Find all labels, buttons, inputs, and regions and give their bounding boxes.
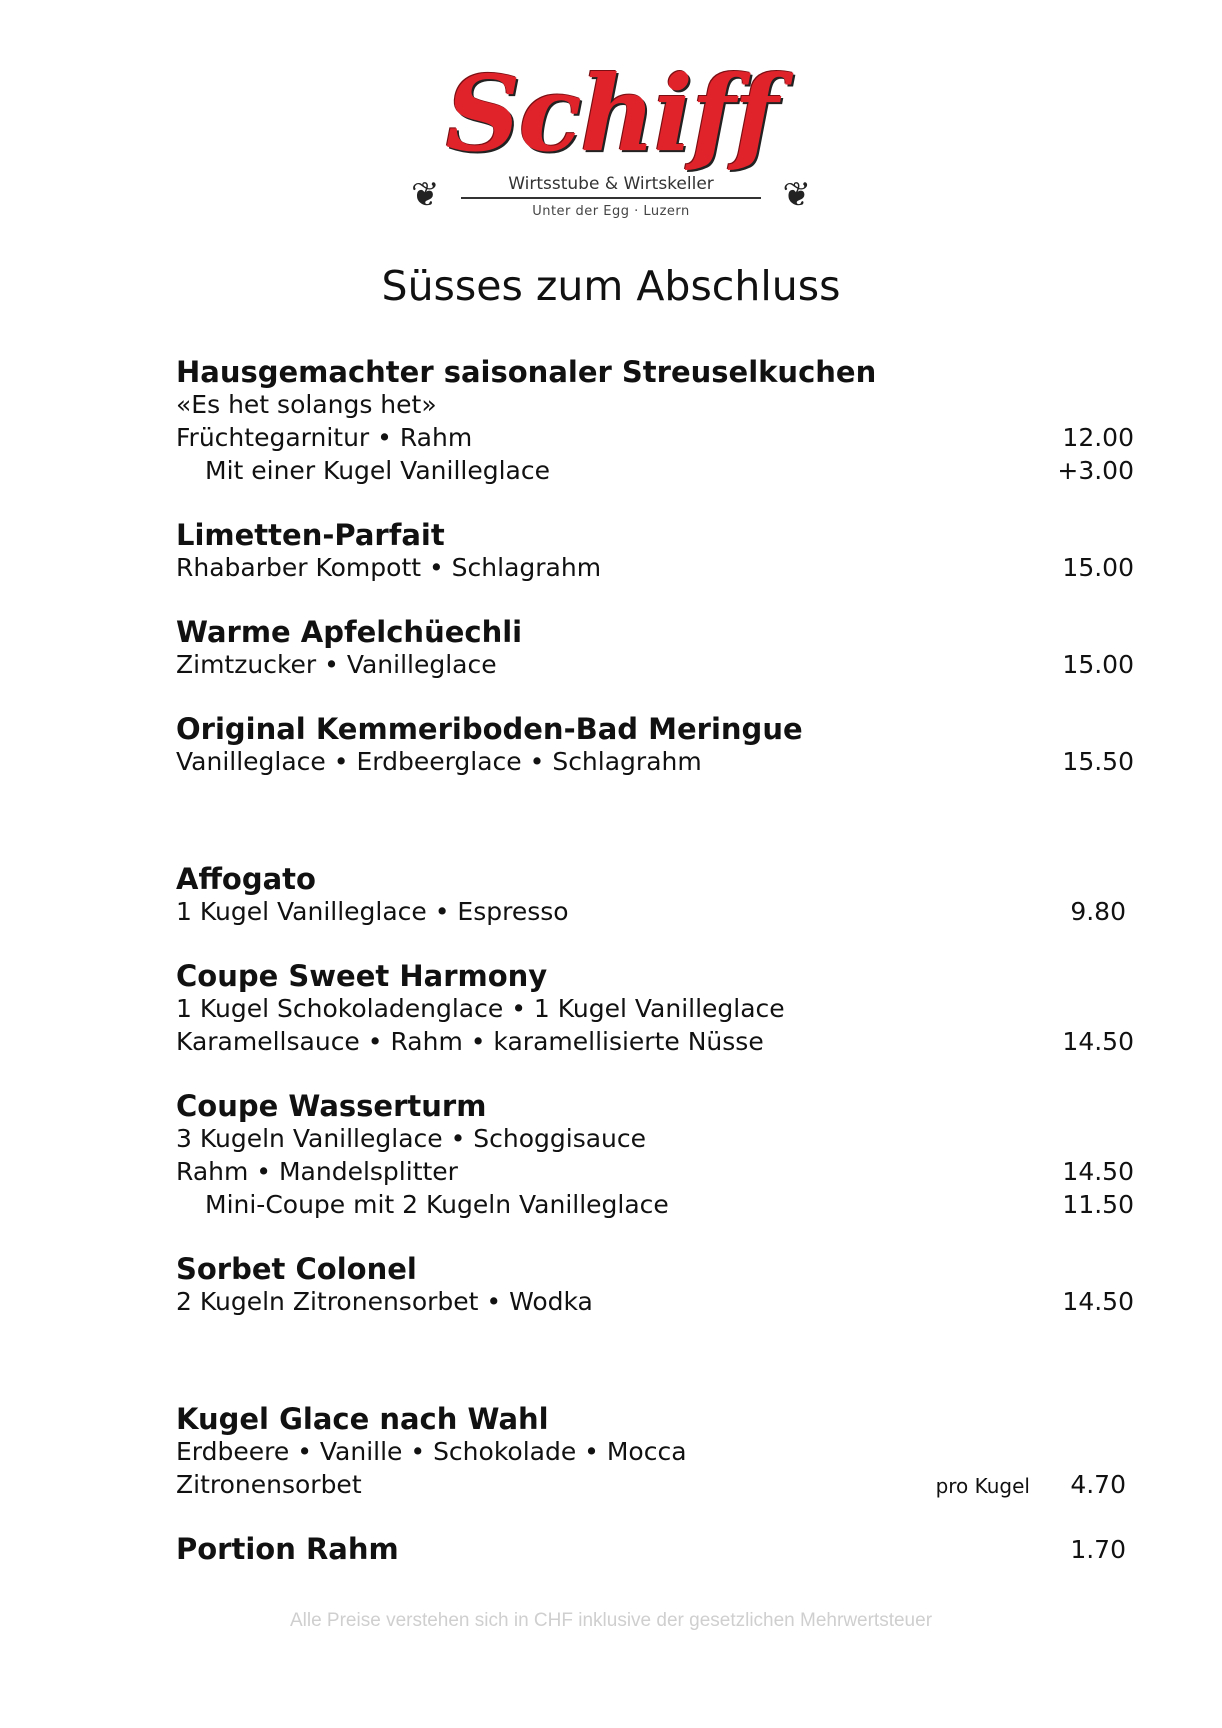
logo-wordmark: Schiff [445, 52, 777, 175]
item-price: 14.50 [1062, 1027, 1134, 1056]
item-description-text: Vanilleglace • Erdbeerglace • Schlagrahm [176, 747, 702, 776]
dessert-menu [176, 356, 1134, 1565]
item-description-text: 2 Kugeln Zitronensorbet • Wodka [176, 1287, 593, 1316]
item-price: 15.00 [1062, 553, 1134, 582]
item-description-text: Zitronensorbet [176, 1470, 362, 1499]
logo-subtitle: Wirtsstube & Wirtskeller [461, 174, 761, 199]
menu-item [176, 960, 1134, 1058]
item-name: Coupe Wasserturm [176, 1089, 487, 1123]
item-price: 14.50 [1062, 1287, 1134, 1316]
item-price: 12.00 [1062, 423, 1134, 452]
item-name: Warme Apfelchüechli [176, 615, 523, 649]
item-description [176, 1285, 1134, 1318]
item-description-text: 1 Kugel Vanilleglace • Espresso [176, 897, 569, 926]
item-price: 9.80 [1070, 897, 1126, 926]
item-description [176, 992, 1134, 1025]
item-price: 4.70 [1070, 1470, 1126, 1499]
logo-subtitle-block [411, 172, 811, 230]
item-option [176, 1188, 1134, 1221]
item-description-text: Früchtegarnitur • Rahm [176, 423, 473, 452]
ornament-right-icon: ❦ [782, 175, 811, 215]
menu-item [176, 356, 1134, 487]
item-name: Coupe Sweet Harmony [176, 959, 548, 993]
price-footnote: Alle Preise verstehen sich in CHF inklusive der gesetzlichen Mehrwertsteuer [289, 1610, 933, 1631]
menu-item [176, 863, 1134, 928]
item-description [176, 895, 1134, 928]
item-description-text: 1 Kugel Schokoladenglace • 1 Kugel Vanilleglace [176, 994, 785, 1023]
item-name: Portion Rahm [176, 1532, 399, 1566]
restaurant-logo [0, 52, 1222, 230]
item-name: Kugel Glace nach Wahl [176, 1402, 549, 1436]
item-description-text: Rhabarber Kompott • Schlagrahm [176, 553, 602, 582]
item-name: Affogato [176, 862, 316, 896]
item-description [176, 648, 1134, 681]
item-name: Hausgemachter saisonaler Streuselkuchen [176, 355, 877, 389]
item-description [176, 1025, 1134, 1058]
item-description [176, 745, 1134, 778]
item-description-text: «Es het solangs het» [176, 390, 437, 419]
item-option-text: Mit einer Kugel Vanilleglace [205, 456, 550, 485]
item-option [176, 454, 1134, 487]
item-description-text: 3 Kugeln Vanilleglace • Schoggisauce [176, 1124, 647, 1153]
item-description [176, 421, 1134, 454]
menu-item [176, 1533, 1134, 1565]
item-description-text: Karamellsauce • Rahm • karamellisierte Nüsse [176, 1027, 764, 1056]
item-option-price: 11.50 [1062, 1190, 1134, 1219]
item-description [176, 551, 1134, 584]
item-name: Limetten-Parfait [176, 518, 445, 552]
menu-item [176, 713, 1134, 778]
logo-location: Unter der Egg · Luzern [532, 204, 690, 219]
ornament-left-icon: ❦ [411, 175, 440, 215]
item-description-text: Rahm • Mandelsplitter [176, 1157, 458, 1186]
menu-item [176, 519, 1134, 584]
menu-item [176, 616, 1134, 681]
menu-item [176, 1253, 1134, 1318]
item-price: 14.50 [1062, 1157, 1134, 1186]
item-description-text: Erdbeere • Vanille • Schokolade • Mocca [176, 1437, 687, 1466]
item-description [176, 1468, 1134, 1501]
item-description [176, 1122, 1134, 1155]
item-name: Original Kemmeriboden-Bad Meringue [176, 712, 803, 746]
item-name: Sorbet Colonel [176, 1252, 417, 1286]
menu-item [176, 1090, 1134, 1221]
item-price: 15.00 [1062, 650, 1134, 679]
page-title: Süsses zum Abschluss [381, 262, 841, 310]
price-unit: pro Kugel [935, 1474, 1030, 1498]
item-description-text: Zimtzucker • Vanilleglace [176, 650, 497, 679]
item-option-price: +3.00 [1057, 456, 1134, 485]
item-description [176, 1155, 1134, 1188]
menu-item [176, 1403, 1134, 1501]
item-option-text: Mini-Coupe mit 2 Kugeln Vanilleglace [205, 1190, 669, 1219]
item-price: 15.50 [1062, 747, 1134, 776]
item-description [176, 388, 1134, 421]
item-description [176, 1435, 1134, 1468]
item-price: 1.70 [1070, 1535, 1126, 1564]
